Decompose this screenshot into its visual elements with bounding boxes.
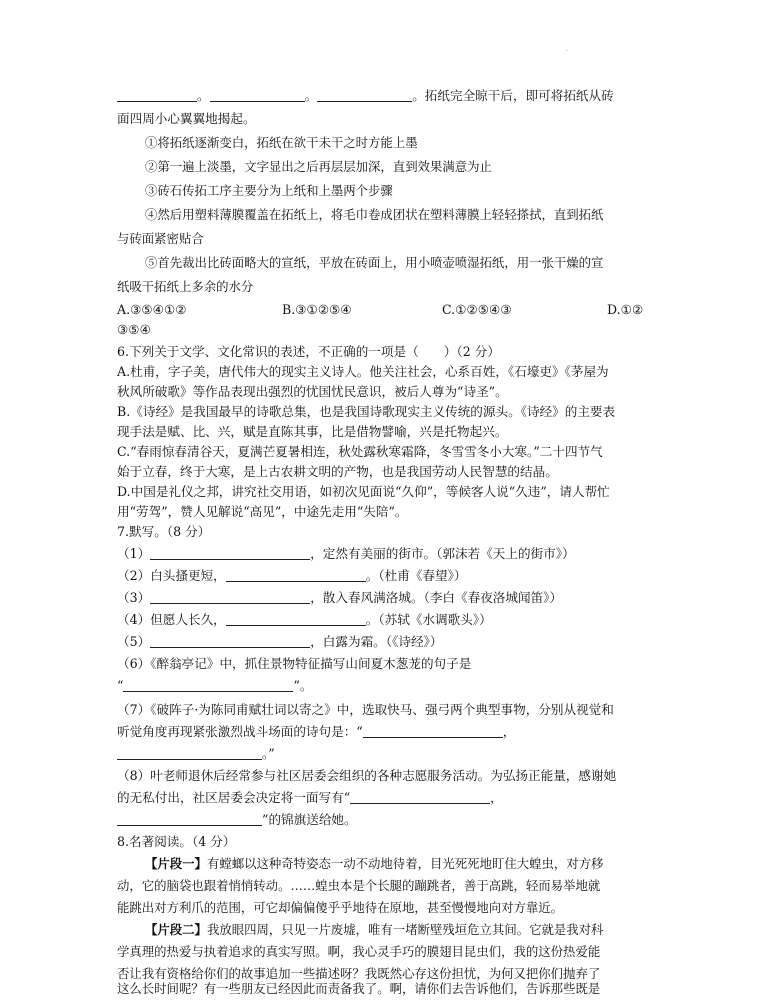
q5-step-cont: 与砖面紧密贴合 [117, 231, 204, 246]
q5-fill-line: 。 。 。拓纸完全晾干后，即可将拓纸从砖 [117, 86, 662, 106]
q5-text: 面四周小心翼翼地揭起。 [117, 111, 256, 126]
q7-item-6-blank: “ ”。 [117, 678, 313, 693]
option-d[interactable]: D.①② [607, 302, 644, 317]
answer-blank[interactable] [350, 789, 490, 804]
q8-fragment-1: 【片段一】有螳螂以这种奇特姿态一动不动地待着，目光死死地盯住大蝗虫，对方移 [145, 856, 604, 871]
q5-step: ①将拓纸逐渐变白，拓纸在欲干未干之时方能上墨 [145, 135, 418, 150]
q7-item-4: （4）但愿人长久， 。（苏轼《水调歌头》） [117, 612, 492, 627]
answer-blank[interactable] [317, 87, 412, 102]
q5-step: ②第一遍上淡墨，文字显出之后再层层加深，直到效果满意为止 [145, 159, 492, 174]
q8-fragment-2-line: 否让我有资格给你们的故事追加一些描述呀？我既然心存这份担忧，为何又把你们抛弃了 [117, 966, 601, 981]
q6-option-line: 始于立春，终于大寒，是上古农耕文明的产物，也是我国劳动人民智慧的结晶。 [117, 464, 558, 479]
q8-stem: 8.名著阅读。（4 分） [117, 834, 236, 849]
answer-blank[interactable] [150, 589, 310, 604]
q6-option-line: D.中国是礼仪之邦，讲究社交用语，如初次见面说“久仰”，等候客人说“久违”，请人帮忙 [117, 484, 610, 499]
answer-blank[interactable] [150, 545, 310, 560]
option-d-cont: ③⑤④ [117, 322, 151, 337]
q6-option-line: 用“劳驾”，赞人见解说“高见”，中途先走用“失陪”。 [117, 504, 408, 519]
answer-blank[interactable] [210, 87, 305, 102]
q7-item-8-line2: 的无私付出，社区居委会决定将一面写有“ ， [117, 790, 503, 805]
q5-step-cont: 纸吸干拓纸上多余的水分 [117, 279, 254, 294]
answer-blank[interactable] [117, 811, 262, 826]
answer-blank[interactable] [150, 633, 310, 648]
q8-fragment-1-line: 能跳出对方利爪的范围，可它却偏偏傻乎乎地待在原地，甚至慢慢地向对方靠近。 [117, 900, 564, 915]
q7-item-1: （1） ，定然有美丽的街市。（郭沫若《天上的街市》） [117, 546, 575, 561]
answer-blank[interactable] [123, 677, 293, 692]
q8-fragment-2-line: 学真理的热爱与执着追求的真实写照。啊，我心灵手巧的膜翅目昆虫们，我的这份热爱能 [117, 944, 601, 959]
q8-fragment-2: 【片段二】我放眼四周，只见一片废墟，唯有一堵断壁残垣危立其间。它就是我对科 [145, 922, 604, 937]
page-mark: . [566, 46, 568, 53]
q6-option-line: 秋风所破歌》等作品表现出强烈的忧国忧民意识，被后人尊为“诗圣”。 [117, 384, 508, 399]
option-a[interactable]: A.③⑤④①② [117, 302, 187, 317]
q7-item-7: （7）《破阵子·为陈同甫赋壮词以寄之》中，选取快马、强弓两个典型事物，分别从视觉和 [117, 702, 614, 717]
q5-step: ④然后用塑料薄膜覆盖在拓纸上，将毛巾卷成团状在塑料薄膜上轻轻搽拭，直到拓纸 [145, 207, 604, 222]
q6-option-line: B.《诗经》是我国最早的诗歌总集，也是我国诗歌现实主义传统的源头。《诗经》的主要表 [117, 404, 616, 419]
answer-blank[interactable] [226, 611, 366, 626]
answer-blank[interactable] [117, 87, 197, 102]
q7-item-8-line3: ”的锦旗送给她。 [117, 810, 662, 830]
q7-item-7-line2: 听觉角度再现紧张激烈战斗场面的诗句是：“ ， [117, 724, 516, 739]
q7-item-6: （6）《醉翁亭记》中，抓住景物特征描写山间夏木葱茏的句子是 [117, 656, 472, 671]
q7-item-2: （2）白头搔更短， 。（杜甫《春望》） [117, 568, 467, 583]
q7-item-8: （8）叶老师退休后经常参与社区居委会组织的各种志愿服务活动。为弘扬正能量，感谢她 [117, 768, 617, 783]
answer-blank[interactable] [117, 745, 262, 760]
q7-stem: 7.默写。（8 分） [117, 524, 211, 539]
q6-option-line: A.杜甫，字子美，唐代伟大的现实主义诗人。他关注社会，心系百姓，《石壕吏》《茅屋为 [117, 364, 609, 379]
q8-fragment-1-line: 动，它的脑袋也跟着悄悄转动。……蝗虫本是个长腿的蹦跳者，善于高跳，轻而易举地就 [117, 878, 601, 893]
q5-step: ③砖石传拓工序主要分为上纸和上墨两个步骤 [145, 183, 393, 198]
q6-stem: 6.下列关于文学、文化常识的表述，不正确的一项是（ ）（2 分） [117, 344, 500, 359]
answer-blank[interactable] [226, 567, 366, 582]
option-b[interactable]: B.③①②⑤④ [282, 302, 352, 317]
q6-option-line: C.“春雨惊春清谷天，夏满芒夏暑相连，秋处露秋寒霜降，冬雪雪冬小大寒。”二十四节气 [117, 444, 603, 459]
q5-step: ⑤首先裁出比砖面略大的宣纸，平放在砖面上，用小喷壶喷湿拓纸，用一张干燥的宣 [145, 255, 604, 270]
q7-item-7-line3: 。” [117, 744, 662, 764]
q7-item-5: （5） ，白露为霜。（《诗经》） [117, 634, 443, 649]
option-c[interactable]: C.①②⑤④③ [442, 302, 512, 317]
q6-option-line: 现手法是赋、比、兴，赋是直陈其事，比是借物譬喻，兴是托物起兴。 [117, 424, 508, 439]
q7-item-3: （3） ，散入春风满洛城。（李白《春夜洛城闻笛》） [117, 590, 563, 605]
q8-fragment-2-line: 这么长时间呢？有一些朋友已经因此而责备我了。啊，请你们去告诉他们，告诉那些既是 [117, 981, 601, 996]
answer-blank[interactable] [363, 723, 503, 738]
